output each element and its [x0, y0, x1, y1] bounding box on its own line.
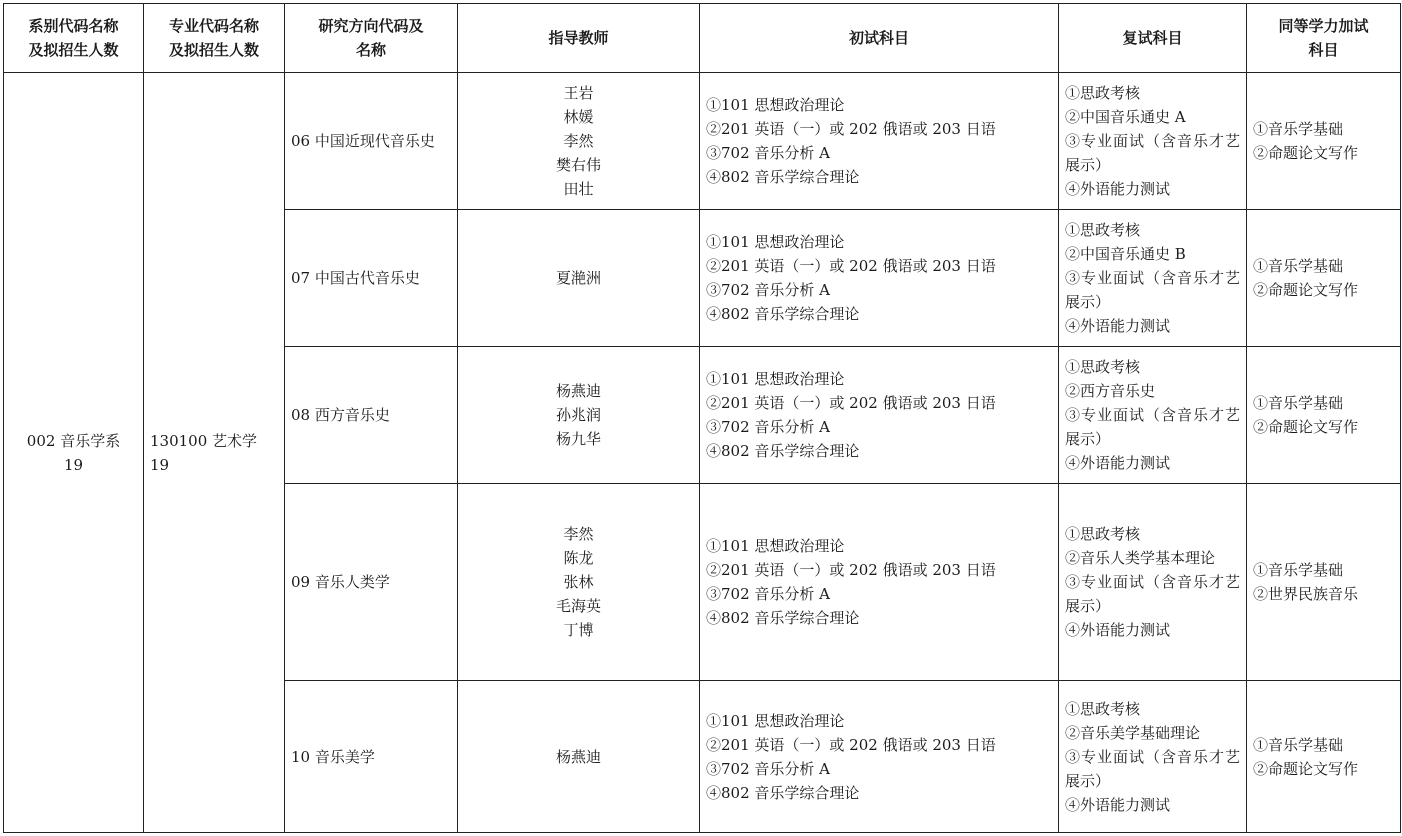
retest-cell	[1059, 484, 1247, 681]
prelim-subject: ②201 英语（一）或 202 俄语或 203 日语	[706, 257, 996, 275]
retest-subject: ①思政考核	[1065, 358, 1141, 376]
retest-subject: ②中国音乐通史 B	[1065, 245, 1186, 263]
teacher-name: 杨燕迪	[555, 747, 601, 766]
header-major	[144, 4, 285, 73]
header-major-line1: 专业代码名称	[168, 17, 259, 35]
prelim-subject: ②201 英语（一）或 202 俄语或 203 日语	[706, 120, 996, 138]
prelim-subject: ④802 音乐学综合理论	[706, 168, 860, 186]
extra-subject: ②命题论文写作	[1253, 759, 1359, 778]
header-teachers: 指导教师	[458, 4, 700, 73]
retest-subject: ①思政考核	[1065, 699, 1141, 718]
header-extra-line2: 科目	[1308, 41, 1339, 59]
direction-cell: 08 西方音乐史	[285, 347, 458, 484]
direction-cell: 07 中国古代音乐史	[285, 210, 458, 347]
teacher-name: 毛海英	[555, 597, 601, 615]
retest-subject: ②音乐人类学基本理论	[1065, 549, 1216, 567]
retest-subject: ③专业面试（含音乐才艺展示）	[1065, 747, 1240, 790]
retest-subject: ②中国音乐通史 A	[1065, 108, 1186, 126]
major-name: 130100 艺术学	[150, 431, 258, 450]
teacher-name: 李然	[563, 132, 594, 150]
teacher-name: 林媛	[563, 108, 594, 126]
retest-cell	[1059, 347, 1247, 484]
extra-cell	[1247, 681, 1401, 833]
prelim-subject: ③702 音乐分析 A	[706, 281, 830, 299]
extra-subject: ②命题论文写作	[1253, 144, 1359, 162]
direction-cell: 06 中国近现代音乐史	[285, 73, 458, 210]
header-prelim: 初试科目	[700, 4, 1059, 73]
prelim-subject: ①101 思想政治理论	[706, 537, 845, 555]
retest-subject: ④外语能力测试	[1065, 317, 1171, 335]
header-extra-line1: 同等学力加试	[1278, 17, 1369, 35]
teacher-name: 李然	[563, 525, 594, 543]
retest-cell	[1059, 73, 1247, 210]
prelim-subject: ③702 音乐分析 A	[706, 759, 830, 778]
direction-cell: 10 音乐美学	[285, 681, 458, 833]
retest-subject: ①思政考核	[1065, 221, 1141, 239]
admission-table	[3, 3, 1401, 833]
teachers-cell	[458, 347, 700, 484]
teacher-name: 王岩	[563, 84, 594, 102]
department-count: 19	[63, 455, 84, 474]
major-count: 19	[150, 455, 170, 474]
extra-subject: ②命题论文写作	[1253, 418, 1359, 436]
retest-subject: ③专业面试（含音乐才艺展示）	[1065, 132, 1240, 174]
direction-cell: 09 音乐人类学	[285, 484, 458, 681]
retest-cell	[1059, 210, 1247, 347]
header-direction	[285, 4, 458, 73]
extra-cell	[1247, 73, 1401, 210]
header-dept-line1: 系别代码名称	[28, 17, 119, 35]
teacher-name: 杨九华	[555, 430, 601, 448]
retest-subject: ①思政考核	[1065, 525, 1141, 543]
extra-subject: ①音乐学基础	[1253, 120, 1344, 138]
retest-subject: ①思政考核	[1065, 84, 1141, 102]
teachers-cell	[458, 681, 700, 833]
prelim-subject: ③702 音乐分析 A	[706, 585, 830, 603]
prelim-subject: ④802 音乐学综合理论	[706, 783, 860, 802]
extra-cell	[1247, 347, 1401, 484]
teacher-name: 孙兆润	[555, 406, 601, 424]
prelim-subject: ①101 思想政治理论	[706, 233, 845, 251]
prelim-cell	[700, 484, 1059, 681]
extra-cell	[1247, 484, 1401, 681]
prelim-subject: ④802 音乐学综合理论	[706, 609, 860, 627]
prelim-cell	[700, 347, 1059, 484]
retest-subject: ④外语能力测试	[1065, 180, 1171, 198]
prelim-subject: ①101 思想政治理论	[706, 370, 845, 388]
prelim-subject: ③702 音乐分析 A	[706, 418, 830, 436]
department-cell	[4, 73, 144, 833]
teacher-name: 张林	[563, 573, 594, 591]
extra-subject: ①音乐学基础	[1253, 735, 1344, 754]
retest-subject: ④外语能力测试	[1065, 795, 1171, 814]
teacher-name: 夏滟洲	[555, 269, 601, 287]
header-dept	[4, 4, 144, 73]
teacher-name: 樊右伟	[555, 156, 601, 174]
retest-subject: ③专业面试（含音乐才艺展示）	[1065, 406, 1240, 448]
header-dept-line2: 及拟招生人数	[28, 41, 119, 59]
teacher-name: 陈龙	[563, 549, 594, 567]
prelim-subject: ④802 音乐学综合理论	[706, 442, 860, 460]
department-name: 002 音乐学系	[26, 431, 121, 450]
retest-cell	[1059, 681, 1247, 833]
prelim-subject: ④802 音乐学综合理论	[706, 305, 860, 323]
prelim-subject: ②201 英语（一）或 202 俄语或 203 日语	[706, 394, 996, 412]
prelim-subject: ①101 思想政治理论	[706, 96, 845, 114]
retest-subject: ③专业面试（含音乐才艺展示）	[1065, 269, 1240, 311]
teacher-name: 杨燕迪	[555, 382, 601, 400]
extra-cell	[1247, 210, 1401, 347]
extra-subject: ②命题论文写作	[1253, 281, 1359, 299]
teacher-name: 田壮	[563, 180, 594, 198]
prelim-cell	[700, 73, 1059, 210]
teachers-cell	[458, 73, 700, 210]
extra-subject: ①音乐学基础	[1253, 394, 1344, 412]
retest-subject: ②音乐美学基础理论	[1065, 723, 1201, 742]
retest-subject: ④外语能力测试	[1065, 621, 1171, 639]
major-cell	[144, 73, 285, 833]
retest-subject: ④外语能力测试	[1065, 454, 1171, 472]
prelim-subject: ②201 英语（一）或 202 俄语或 203 日语	[706, 561, 996, 579]
prelim-cell	[700, 210, 1059, 347]
teachers-cell	[458, 210, 700, 347]
prelim-subject: ②201 英语（一）或 202 俄语或 203 日语	[706, 735, 996, 754]
prelim-subject: ③702 音乐分析 A	[706, 144, 830, 162]
table-row	[4, 73, 1401, 210]
prelim-cell	[700, 681, 1059, 833]
header-direction-line1: 研究方向代码及	[318, 17, 424, 35]
retest-subject: ③专业面试（含音乐才艺展示）	[1065, 573, 1240, 615]
teachers-cell	[458, 484, 700, 681]
header-row	[4, 4, 1401, 73]
extra-subject: ①音乐学基础	[1253, 257, 1344, 275]
header-major-line2: 及拟招生人数	[168, 41, 259, 59]
teacher-name: 丁博	[563, 621, 594, 639]
header-retest: 复试科目	[1059, 4, 1247, 73]
header-direction-line2: 名称	[355, 41, 386, 59]
prelim-subject: ①101 思想政治理论	[706, 711, 845, 730]
extra-subject: ①音乐学基础	[1253, 561, 1344, 579]
retest-subject: ②西方音乐史	[1065, 382, 1156, 400]
extra-subject: ②世界民族音乐	[1253, 585, 1359, 603]
header-extra	[1247, 4, 1401, 73]
